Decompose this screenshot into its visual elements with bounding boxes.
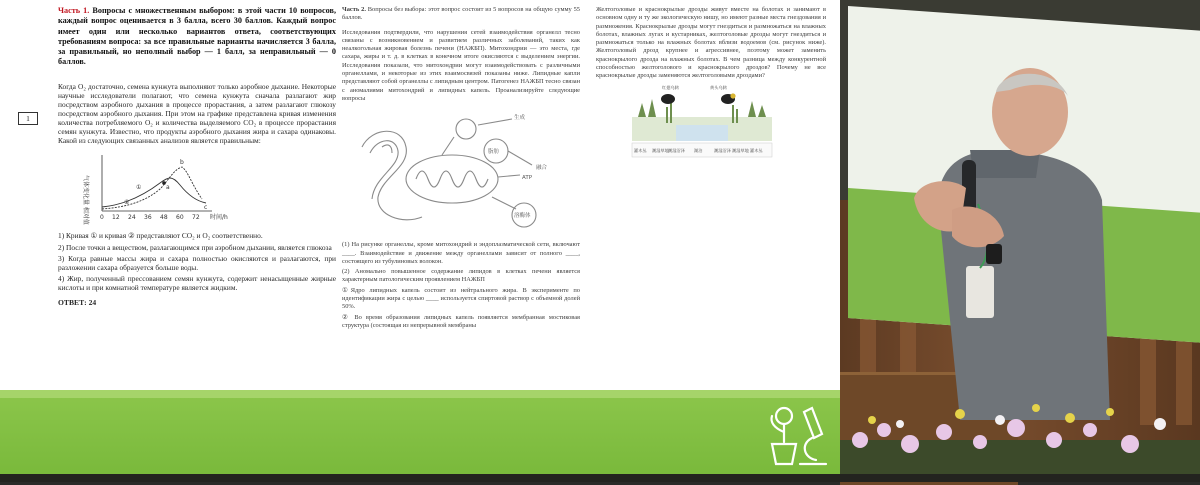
bottom-edge: [0, 474, 1200, 482]
habitat-label-7: 灌木丛: [750, 147, 763, 153]
point-b-label: b: [180, 159, 184, 167]
part2-intro-text: Вопросы без выбора: этот вопрос состоит из 5 вопросов на общую сумму 55 баллов.: [342, 6, 580, 22]
curve2-label: ②: [124, 199, 130, 207]
respiration-graph: [84, 149, 244, 227]
part2-label: Часть 2.: [342, 6, 366, 13]
point-c-label: c: [204, 204, 208, 212]
habitat-label-5: 潮湿沼泽: [714, 147, 731, 153]
graph-xlabel: 时间/h: [210, 214, 228, 222]
mitochondria-paragraph: Исследования подтвердили, что нарушения сетей взаимодействия органелл тесно связаны с возникновением и развитием различных заболеваний, таких как неалкогольная жировая болезнь печени (НАЖБП). Митохондрии — это места, где сахара, жиры и т. д. в клетках в конечном итоге окисляются с выделением энергии. Исследования показали, что митохондрии могут взаимодействовать с различными органеллами, и некоторые из этих взаимосвязей показаны ниже. Липидные капли представляют собой органеллы с липидным центром. Патогенез НАЖБП тесно связан с аномалиями митохондрий и липидных капель. Проанализируйте следующие вопросы: [342, 28, 580, 102]
graph-ylabel: 气体变化量 相对值: [82, 175, 89, 226]
bird-label-yellow: 黄头乌鸫: [710, 84, 727, 90]
question-number-box: 1: [18, 112, 38, 125]
diagram-label-atp: ATP: [522, 175, 533, 182]
diagram-label-generate: 生成: [514, 115, 526, 122]
curve1-label: ①: [136, 184, 142, 192]
diagram-label-lysosome: 溶酶体: [514, 213, 531, 220]
part1-intro-text: Вопросы с множественным выбором: в этой части 10 вопросов, каждый вопрос оценивается в 3 балла, всего 30 баллов. Каждый вопрос имеет один или несколько вариантов ответа, соответствующих требованиям вопроса: за все правильные варианты начисляется 3 балла, за правильный, но неполный выбор — 1 балл, за неправильный — 0 баллов.: [58, 6, 337, 67]
question-1-text: Когда O₂ достаточно, семена кунжута выполняют только аэробное дыхание. Некоторые научные исследователи полагают, что семена кунжута сначала разлагают жир посредством аэробного дыхания в процессе прорастания, а затем разлагают глюкозу посредством аэробного дыхания. При этом на графике представлена кривая изменения количества потребляемого O₂ и количества выделяемого CO₂ в процессе прорастания семян кунжута. Известно, что продукты аэробного дыхания жира и сахара одинаковы. Какой из следующих связанных анализов является правильным:: [58, 81, 336, 146]
habitat-label-6: 潮湿草地: [732, 147, 749, 153]
item-1: (1) На рисунке органеллы, кроме митохондрий и эндоплазматической сети, включают ____. Взаимодействие и движение между органеллами зависит от полного ____, состоящего из тубулиновых волокон.: [342, 241, 580, 265]
habitat-label-4: 湖泊: [694, 147, 703, 153]
footer-band: [0, 390, 840, 482]
point-a-label: a: [166, 184, 170, 192]
habitat-figure: [632, 83, 772, 165]
item-2-1: ①Ядро липидных капель состоит из нейтрального жира. В эксперименте по идентификации жира с целью ____ используется спиртовой раствор с объемной долей 50%.: [342, 286, 580, 311]
biology-lab-icon: [760, 398, 830, 474]
item-2: (2) Аномально повышенное содержание липидов в клетках печени является характерным патологическим проявлением НАЖБП: [342, 268, 580, 284]
option-1: 1) Кривая ① и кривая ② представляют CO₂ и O₂ соответственно.: [58, 231, 263, 241]
part1-column: [58, 6, 336, 307]
option-3: 3) Когда равные массы жира и сахара полностью окисляются и разлагаются, при разложении сахара образуется больше воды.: [58, 253, 336, 272]
diagram-label-fat: 脂肪: [488, 149, 500, 156]
x-tick-48: 48: [160, 214, 168, 222]
x-tick-24: 24: [128, 214, 136, 222]
part2-column: [342, 6, 580, 332]
habitat-label-3: 潮湿沼泽: [668, 147, 685, 153]
answer-text: ОТВЕТ: 24: [58, 298, 97, 307]
part2-intro: [342, 6, 580, 23]
habitat-label-1: 灌木丛: [634, 147, 647, 153]
item-2-2: ② Во время образования липидных капель появляется мембранная мостиковая структура (состоящая из непрерывной мембраны: [342, 313, 580, 329]
organelle-diagram: [342, 107, 572, 237]
blackbird-column: [596, 6, 826, 165]
option-2: 2) После точки а веществом, разлагающимся при аэробном дыхании, является глюкоза: [58, 242, 332, 252]
part1-intro: [58, 6, 336, 68]
bird-label-red: 红翅乌鸫: [662, 84, 679, 90]
x-tick-60: 60: [176, 214, 184, 222]
x-tick-12: 12: [112, 214, 120, 222]
diagram-label-fusion: 融合: [536, 165, 548, 172]
option-4: 4) Жир, полученный прессованием семян кунжута, содержит ненасыщенные жирные кислоты и при комнатной температуре является жидким.: [58, 273, 336, 292]
habitat-label-2: 潮湿草地: [652, 147, 669, 153]
x-tick-0: 0: [100, 214, 104, 222]
x-tick-72: 72: [192, 214, 200, 222]
x-tick-36: 36: [144, 214, 152, 222]
part1-label: Часть 1.: [58, 6, 90, 15]
blackbird-paragraph: Желтоголовые и краснокрылые дрозды живут вместе на болотах и занимают в основном одну и ту же экологическую нишу, но имеют разные места гнездования и размножения. Краснокрылые дрозды могут гнездиться и размножаться на влажных болотах, влажных лугах и кустарниках, желтоголовые дрозды могут гнездиться и размножаться только на влажных болотах вблизи водоемов (см. рисунок ниже). Желтоголовый дрозд крупнее и агрессивнее, поэтому может заменить краснокрылого дрозда на влажных болотах. В чем разница между конкурентной способностью желтоголового и краснокрылого дроздов? Почему не все краснокрылые дрозды заменяются желтоголовыми дроздами?: [596, 6, 826, 80]
speaker-video: [840, 0, 1200, 482]
flower-arrangement: [840, 400, 1200, 482]
